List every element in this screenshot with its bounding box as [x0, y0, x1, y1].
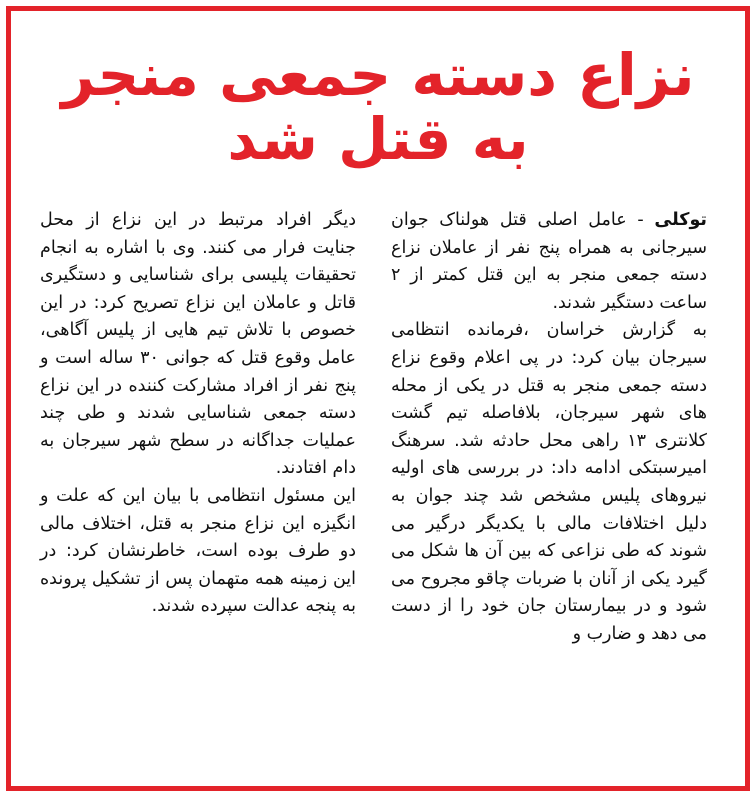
headline-line-1: نزاع دسته جمعی منجر — [61, 41, 695, 109]
lead-text: - عامل اصلی قتل هولناک جوان سیرجانی به همراه پنج نفر از عاملان نزاع دسته جمعی منجر به این قتل کمتر از ۲ ساعت دستگیر شدند. — [391, 210, 707, 313]
body-paragraph-3: این مسئول انتظامی با بیان این که علت و انگیزه این نزاع منجر به قتل، اختلاف مالی دو طرف بوده است، خاطرنشان کرد: در این زمینه همه متهمان پس از تشکیل پرونده به پنجه عدالت سپرده شدند. — [40, 485, 356, 617]
article-column-right — [391, 207, 707, 649]
headline — [11, 43, 745, 171]
lead-paragraph — [391, 207, 707, 317]
article-frame — [6, 6, 750, 791]
headline-line-2: به قتل شد — [227, 105, 529, 173]
body-paragraph-1: به گزارش خراسان ،فرمانده انتظامی سیرجان بیان کرد: در پی اعلام وقوع نزاع دسته جمعی منجر به قتل در یکی از محله های شهر سیرجان، بلافاصله تیم گشت کلانتری ۱۳ راهی محل حادثه شد. سرهنگ امیرسبتکی ادامه داد: در بررسی های اولیه نیروهای پلیس مشخص شد چند جوان به دلیل اختلافات مالی با یکدیگر درگیر می شوند که طی نزاعی که بین آن ها شکل می گیرد یکی از آنان با ضربات چاقو مجروح می شود و در بیمارستان جان خود را از دست می دهد و ضارب و — [391, 320, 707, 644]
body-paragraph-2: دیگر افراد مرتبط در این نزاع از محل جنایت فرار می کنند. وی با اشاره به انجام تحقیقات پلیسی برای شناسایی و دستگیری قاتل و عاملان این نزاع تصریح کرد: در این خصوص با تلاش تیم هایی از پلیس آگاهی، عامل وقوع قتل که جوانی ۳۰ ساله است و پنج نفر از افراد مشارکت کننده در این نزاع دسته جمعی شناسایی شدند و طی چند عملیات جداگانه در سطح شهر سیرجان به دام افتادند. — [40, 210, 356, 479]
byline: توکلی — [654, 210, 707, 230]
article-column-left — [40, 207, 356, 621]
